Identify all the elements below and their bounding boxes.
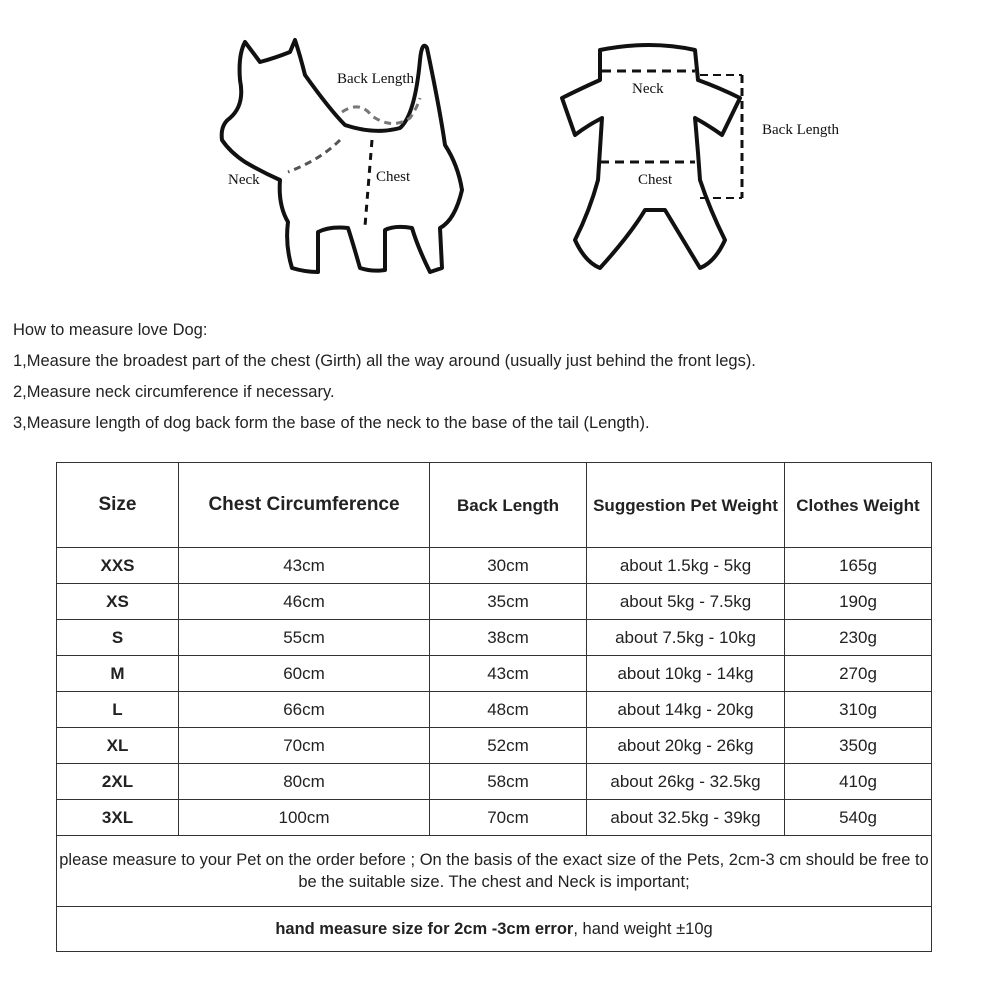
chest-cell: 55cm <box>179 620 430 656</box>
header-chest: Chest Circumference <box>179 463 430 548</box>
instruction-step: 3,Measure length of dog back form the base of the neck to the base of the tail (Length). <box>13 414 650 432</box>
header-back-length: Back Length <box>430 463 587 548</box>
clothes-weight-cell: 350g <box>785 728 932 764</box>
measurement-diagrams <box>0 0 1000 300</box>
pet-weight-cell: about 10kg - 14kg <box>587 656 785 692</box>
clothes-weight-cell: 190g <box>785 584 932 620</box>
chest-cell: 70cm <box>179 728 430 764</box>
size-cell: S <box>57 620 179 656</box>
back-length-cell: 35cm <box>430 584 587 620</box>
table-header-row <box>57 463 932 548</box>
back-length-cell: 30cm <box>430 548 587 584</box>
size-cell: XL <box>57 728 179 764</box>
table-row <box>57 620 932 656</box>
garment-chest-label: Chest <box>638 172 673 188</box>
instruction-step: 1,Measure the broadest part of the chest (Girth) all the way around (usually just behind the front legs). <box>13 352 756 370</box>
chest-cell: 66cm <box>179 692 430 728</box>
size-cell: XXS <box>57 548 179 584</box>
back-length-cell: 48cm <box>430 692 587 728</box>
back-length-cell: 52cm <box>430 728 587 764</box>
table-row <box>57 548 932 584</box>
instruction-step: 2,Measure neck circumference if necessary. <box>13 383 335 401</box>
chest-cell: 100cm <box>179 800 430 836</box>
pet-weight-cell: about 20kg - 26kg <box>587 728 785 764</box>
diagram-illustrations <box>0 0 1000 300</box>
back-length-cell: 58cm <box>430 764 587 800</box>
pet-weight-cell: about 26kg - 32.5kg <box>587 764 785 800</box>
header-pet-weight: Suggestion Pet Weight <box>587 463 785 548</box>
error-note-rest: , hand weight ±10g <box>573 919 713 938</box>
table-row <box>57 584 932 620</box>
clothes-weight-cell: 270g <box>785 656 932 692</box>
header-size: Size <box>57 463 179 548</box>
clothes-weight-cell: 310g <box>785 692 932 728</box>
clothes-weight-cell: 540g <box>785 800 932 836</box>
size-cell: 2XL <box>57 764 179 800</box>
size-cell: M <box>57 656 179 692</box>
dog-chest-label: Chest <box>376 169 411 185</box>
chest-cell: 80cm <box>179 764 430 800</box>
footer-row <box>57 907 932 952</box>
error-note-bold: hand measure size for 2cm -3cm error <box>275 919 574 938</box>
dog-chest-line <box>365 140 372 226</box>
instructions-title: How to measure love Dog: <box>13 321 208 339</box>
measure-instructions <box>13 318 993 442</box>
pet-weight-cell: about 5kg - 7.5kg <box>587 584 785 620</box>
garment-neck-label: Neck <box>632 81 664 97</box>
garment-silhouette <box>562 45 740 268</box>
clothes-weight-cell: 410g <box>785 764 932 800</box>
dog-back-length-label: Back Length <box>337 71 415 87</box>
size-cell: XS <box>57 584 179 620</box>
back-length-cell: 70cm <box>430 800 587 836</box>
table-row <box>57 764 932 800</box>
table-row <box>57 692 932 728</box>
back-length-cell: 43cm <box>430 656 587 692</box>
table-row <box>57 728 932 764</box>
table-row <box>57 656 932 692</box>
pet-weight-cell: about 1.5kg - 5kg <box>587 548 785 584</box>
dog-neck-line <box>288 140 340 172</box>
pet-weight-cell: about 14kg - 20kg <box>587 692 785 728</box>
pet-weight-cell: about 32.5kg - 39kg <box>587 800 785 836</box>
error-note <box>57 907 932 952</box>
dog-neck-label: Neck <box>228 172 260 188</box>
dog-back-line <box>342 98 420 124</box>
header-clothes-weight: Clothes Weight <box>785 463 932 548</box>
chest-cell: 46cm <box>179 584 430 620</box>
clothes-weight-cell: 230g <box>785 620 932 656</box>
size-cell: L <box>57 692 179 728</box>
note-row <box>57 836 932 907</box>
chest-cell: 43cm <box>179 548 430 584</box>
clothes-weight-cell: 165g <box>785 548 932 584</box>
table-row <box>57 800 932 836</box>
size-chart-table <box>56 462 932 952</box>
chest-cell: 60cm <box>179 656 430 692</box>
size-cell: 3XL <box>57 800 179 836</box>
back-length-cell: 38cm <box>430 620 587 656</box>
measure-note: please measure to your Pet on the order before ; On the basis of the exact size of the Pets, 2cm-3 cm should be free to be the suitable size. The chest and Neck is important; <box>57 836 932 907</box>
pet-weight-cell: about 7.5kg - 10kg <box>587 620 785 656</box>
garment-back-length-label: Back Length <box>762 122 840 138</box>
